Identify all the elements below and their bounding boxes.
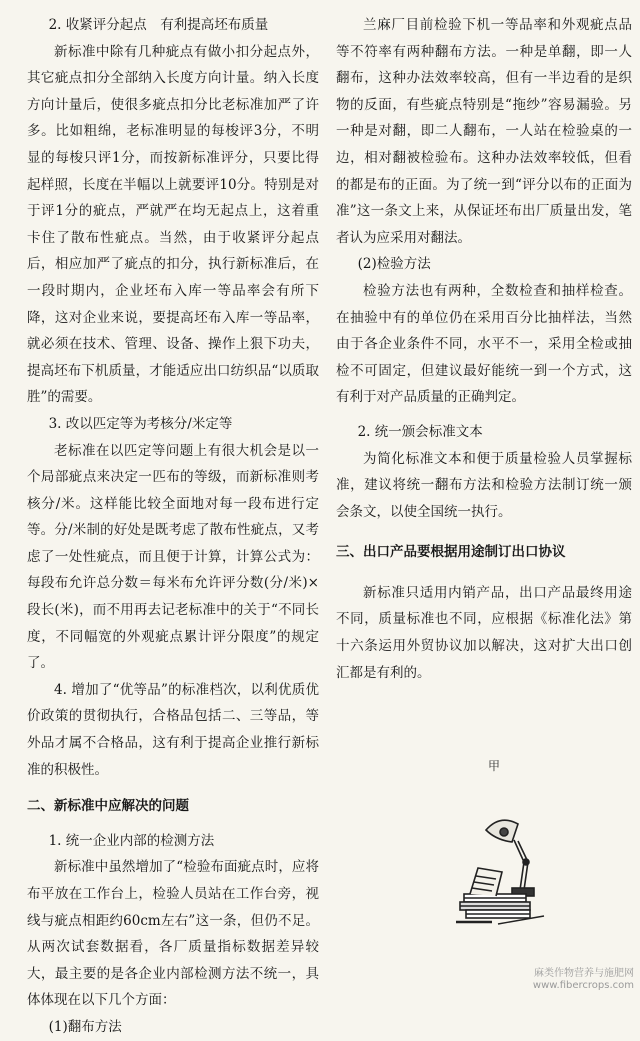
watermark-line-1: 麻类作物营养与施肥网: [534, 968, 634, 979]
flip-method-body: 兰麻厂目前检验下机一等品率和外观疵点品等不符率有两种翻布方法。一种是单翻，即一人翻布，这种办法效率较高，但有一半边看的是织物的反面，有些疵点特别是“拖纱”容易漏验。另一种是对翻，即二人翻布，一人站在检验桌的一边，相对翻被检验布。这种办法效率较低，但看的都是布的正面。为了统一到“评分以布的正面为准”这一条文上来，从保证坯布出厂质量出发，笔者认为应采用对翻法。: [336, 17, 632, 246]
section-3-heading: 3. 改以匹定等为考核分/米定等: [48, 415, 233, 432]
problem-1-sub-2: (2)检验方法: [357, 256, 431, 273]
lamp-and-books-illustration-icon: [452, 810, 552, 928]
problem-1-sub-1: (1)翻布方法: [48, 1018, 122, 1035]
left-column: [27, 12, 319, 1041]
right-column: [336, 12, 632, 686]
watermark-line-2: www.fibercrops.com: [532, 980, 634, 991]
problem-1-heading: 1. 统一企业内部的检测方法: [48, 832, 215, 849]
section-2-body: 新标准中除有几种疵点有做小扣分起点外，其它疵点扣分全部纳入长度方向计量。纳入长度方向计量后，使很多疵点扣分比老标准加严了许多。比如粗绵，老标准明显的每梭评3分，不明显的每梭只评1分，而按新标准评分，只要比得起样照，长度在半幅以上就要评10分。特别是对于评1分的疵点，严就严在均无起点上，这着重卡住了散布性疵点。当然，由于收紧评分起点后，相应加严了疵点的扣分，执行新标准后，在一段时期内，企业坯布入库一等品率会有所下降，这对企业来说，要提高坯布入库一等品率，就必须在技术、管理、设备、操作上狠下功夫，提高坯布下机质量，才能适应出口纺织品“以质取胜”的需要。: [27, 43, 319, 406]
watermark: [533, 968, 634, 992]
inspection-method-body: 检验方法也有两种，全数检查和抽样检查。在抽验中有的单位仍在采用百分比抽样法，当然由于各企业条件不同，水平不一，采用全检或抽检不可固定，但建议最好能统一到一个方式，这有利于对产品质量的正确判定。: [336, 282, 632, 406]
section-2-heading: 2. 收紧评分起点 有利提高坯布质量: [48, 17, 269, 33]
problem-1-body: 新标准中虽然增加了“检验布面疵点时，应将布平放在工作台上，检验人员站在工作台旁，视线与疵点相距约60cm左右”这一条，但仍不足。从两次试套数据看，各厂质量指标数据差异较大，最主要的是各企业内部检测方法不统一，具体体现在以下几个方面：: [27, 859, 319, 1009]
part-3-heading: 三、出口产品要根据用途制订出口协议: [336, 544, 566, 561]
part-3-body: 新标准只适用内销产品，出口产品最终用途不同，质量标准也不同，应根据《标准化法》第十六条运用外贸协议加以解决，这对扩大出口创汇都是有利的。: [336, 584, 632, 681]
small-mark: 甲: [488, 759, 501, 773]
section-3-body: 老标准在以匹定等问题上有很大机会是以一个局部疵点来决定一匹布的等级，而新标准则考核分/米。这样能比较全面地对每一段布进行定等。分/米制的好处是既考虑了散布性疵点，又考虑了一处性疵点，而且便于计算，计算公式为：每段布允许总分数＝每米布允许评分数(分/米)×段长(米)，而不用再去记老标准中的关于“不同长度，不同幅宽的外观疵点累计评分限度”的规定了。: [27, 442, 319, 672]
problem-2-body: 为简化标准文本和便于质量检验人员掌握标准，建议将统一翻布方法和检验方法制订统一颁会条文，以使全国统一执行。: [336, 450, 632, 520]
problem-2-heading: 2. 统一颁会标准文本: [357, 423, 483, 440]
section-4-body: 4. 增加了“优等品”的标准档次，以利优质优价政策的贯彻执行，合格品包括二、三等品，等外品才属不合格品，这有利于提高企业推行新标准的积极性。: [27, 681, 319, 778]
part-2-heading: 二、新标准中应解决的问题: [27, 798, 189, 815]
